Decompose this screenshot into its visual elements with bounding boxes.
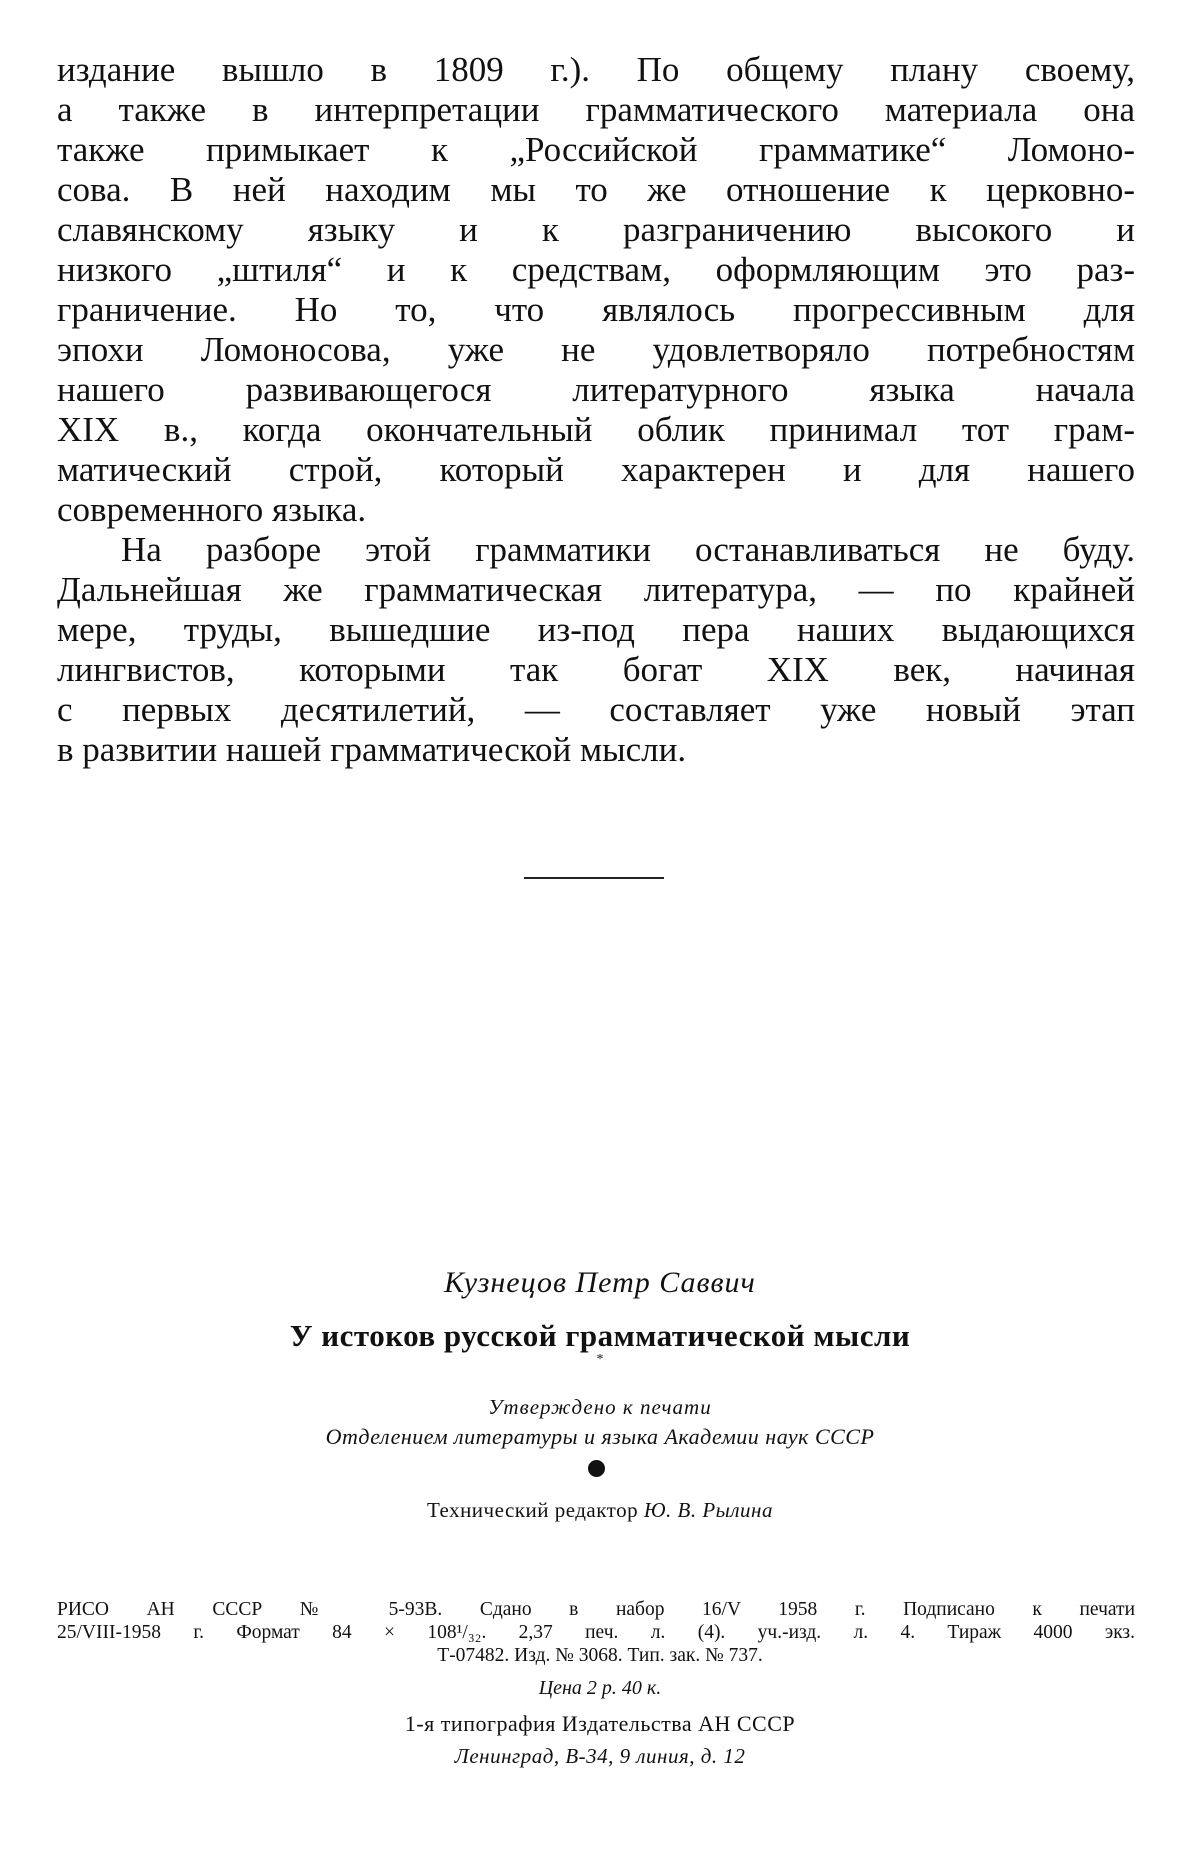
printer-address: Ленинград, В-34, 9 линия, д. 12 [454,1744,746,1768]
price: Цена 2 р. 40 к. [538,1677,662,1699]
text-line: славянскому языку и к разграничению высокого и [57,210,1135,249]
paragraph-2 [57,530,1135,770]
text-line: нашего развивающегося литературного языка начала [57,370,1135,409]
text-line: с первых десятилетий, — составляет уже новый этап [57,690,1135,729]
text-line: а также в интерпретации грамматического материала она [57,90,1135,129]
approval-line-2: Отделением литературы и языка Академии наук СССР [325,1424,875,1449]
editor-name: Ю. В. Рылина [643,1498,773,1522]
technical-editor [0,1498,1200,1523]
imprint-line-2: 25/VIII-1958 г. Формат 84 × 108¹/₃₂. 2,37 печ. л. (4). уч.-изд. л. 4. Тираж 4000 экз. [57,1622,1135,1643]
editor-role: Технический редактор [427,1498,639,1522]
text-line: Дальнейшая же грамматическая литература, — по крайней [57,570,1135,609]
text-line: XIX в., когда окончательный облик принимал тот грам- [57,410,1135,449]
text-line: матический строй, который характерен и для нашего [57,450,1135,489]
text-line: сова. В ней находим мы то же отношение к церковно- [57,170,1135,209]
text-line: мере, труды, вышедшие из-под пера наших выдающихся [57,610,1135,649]
text-line: в развитии нашей грамматической мысли. [57,730,687,769]
asterisk-ornament: * [596,1352,604,1367]
text-line: издание вышло в 1809 г.). По общему плану своему, [57,50,1135,89]
text-line: лингвистов, которыми так богат XIX век, начиная [57,650,1135,689]
text-line: эпохи Ломоносова, уже не удовлетворяло потребностям [57,330,1135,369]
printer-name: 1-я типография Издательства АН СССР [404,1711,796,1736]
text-line: также примыкает к „Российской грамматике“ Ломоно- [57,130,1135,169]
text-line: низкого „штиля“ и к средствам, оформляющим это раз- [57,250,1135,289]
colophon-author: Кузнецов Петр Саввич [444,1266,756,1299]
bullet-ornament-icon [588,1460,605,1477]
text-line: современного языка. [57,490,367,529]
section-divider [524,877,664,879]
colophon-title: У истоков русской грамматической мысли [289,1318,911,1353]
paragraph-1 [57,50,1135,530]
approval-line-1: Утверждено к печати [488,1395,712,1419]
text-line: На разборе этой грамматики останавливаться не буду. [121,530,1135,569]
imprint-line-1: РИСО АН СССР № 5-93В. Сдано в набор 16/V 1958 г. Подписано к печати [57,1599,1135,1620]
imprint-line-3: Т-07482. Изд. № 3068. Тип. зак. № 737. [437,1645,763,1666]
text-line: граничение. Но то, что являлось прогрессивным для [57,290,1135,329]
